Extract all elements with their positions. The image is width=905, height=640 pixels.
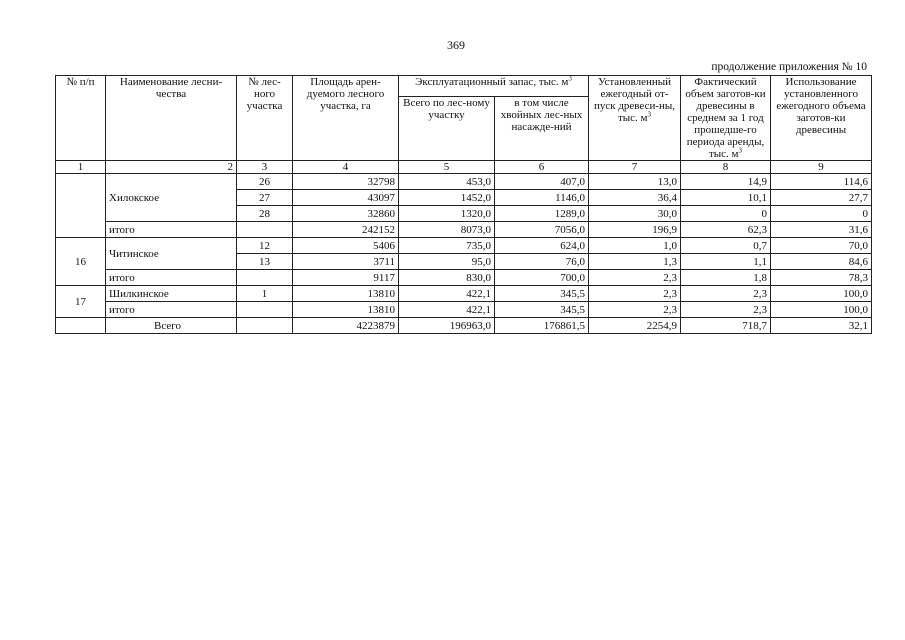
stock-conifer-cell: 407,0 [495, 174, 589, 190]
annual-cut-cell: 2,3 [589, 270, 681, 286]
group-number [56, 174, 106, 238]
stock-total-cell: 1452,0 [399, 190, 495, 206]
grand-total-label: Всего [106, 318, 237, 334]
col-header-forestry: Наименование лесни-чества [106, 76, 237, 161]
actual-volume-cell: 14,9 [681, 174, 771, 190]
usage-cell: 32,1 [771, 318, 872, 334]
forestry-name: Хилокское [106, 174, 237, 222]
plot-number [237, 222, 293, 238]
usage-cell: 78,3 [771, 270, 872, 286]
col-number: 8 [681, 161, 771, 174]
usage-cell: 100,0 [771, 302, 872, 318]
annual-cut-cell: 2,3 [589, 302, 681, 318]
stock-total-cell: 422,1 [399, 286, 495, 302]
group-number: 17 [56, 286, 106, 318]
annual-cut-cell: 2,3 [589, 286, 681, 302]
area-cell: 32798 [293, 174, 399, 190]
col-header-actual-volume: Фактический объем заготов-ки древесины в среднем за 1 год прошедше-го периода аренды, тыс. $м^3$ [681, 76, 771, 161]
col-header-plot-number: № лес-ного участка [237, 76, 293, 161]
stock-total-cell: 1320,0 [399, 206, 495, 222]
area-cell: 13810 [293, 286, 399, 302]
col-header-stock-group: Эксплуатационный запас, тыс. $м^3$ [399, 76, 589, 97]
stock-conifer-cell: 700,0 [495, 270, 589, 286]
area-cell: 3711 [293, 254, 399, 270]
plot-number: 28 [237, 206, 293, 222]
area-cell: 13810 [293, 302, 399, 318]
col-header-area: Площадь арен-дуемого лесного участка, га [293, 76, 399, 161]
actual-volume-cell: 2,3 [681, 286, 771, 302]
plot-number [237, 302, 293, 318]
actual-volume-cell: 62,3 [681, 222, 771, 238]
col-number: 7 [589, 161, 681, 174]
subtotal-row [56, 270, 872, 286]
subtotal-label: итого [106, 222, 237, 238]
stock-total-cell: 830,0 [399, 270, 495, 286]
page-number: 369 [447, 38, 465, 52]
forestry-name: Шилкинское [106, 286, 237, 302]
stock-conifer-cell: 176861,5 [495, 318, 589, 334]
col-header-usage: Использование установленного ежегодного объема заготов-ки древесины [771, 76, 872, 161]
table-row [56, 238, 872, 254]
area-cell: 4223879 [293, 318, 399, 334]
actual-volume-cell: 0,7 [681, 238, 771, 254]
annual-cut-cell: 30,0 [589, 206, 681, 222]
stock-total-cell: 735,0 [399, 238, 495, 254]
area-cell: 9117 [293, 270, 399, 286]
actual-volume-cell: 1,1 [681, 254, 771, 270]
subtotal-row [56, 302, 872, 318]
area-cell: 43097 [293, 190, 399, 206]
stock-total-cell: 453,0 [399, 174, 495, 190]
grand-total-num [56, 318, 106, 334]
stock-conifer-cell: 1289,0 [495, 206, 589, 222]
usage-cell: 31,6 [771, 222, 872, 238]
annual-cut-cell: 1,0 [589, 238, 681, 254]
col-header-annual-cut: Установленный ежегодный от-пуск древеси-ны, тыс. $м^3$ [589, 76, 681, 161]
annual-cut-cell: 196,9 [589, 222, 681, 238]
usage-cell: 100,0 [771, 286, 872, 302]
stock-conifer-cell: 345,5 [495, 286, 589, 302]
group-number: 16 [56, 238, 106, 286]
forestry-name: Читинское [106, 238, 237, 270]
col-header-stock-total: Всего по лес-ному участку [399, 97, 495, 161]
annual-cut-cell: 36,4 [589, 190, 681, 206]
actual-volume-cell: 718,7 [681, 318, 771, 334]
appendix-caption: продолжение приложения № 10 [711, 61, 867, 73]
subtotal-label: итого [106, 302, 237, 318]
plot-number: 27 [237, 190, 293, 206]
stock-conifer-cell: 76,0 [495, 254, 589, 270]
actual-volume-cell: 1,8 [681, 270, 771, 286]
col-number: 3 [237, 161, 293, 174]
stock-conifer-cell: 345,5 [495, 302, 589, 318]
grand-total-row [56, 318, 872, 334]
col-number: 2 [106, 161, 237, 174]
col-number: 5 [399, 161, 495, 174]
annual-cut-cell: 1,3 [589, 254, 681, 270]
stock-total-cell: 95,0 [399, 254, 495, 270]
actual-volume-cell: 0 [681, 206, 771, 222]
subtotal-label: итого [106, 270, 237, 286]
usage-cell: 70,0 [771, 238, 872, 254]
table-row [56, 286, 872, 302]
plot-number: 13 [237, 254, 293, 270]
actual-volume-cell: 2,3 [681, 302, 771, 318]
col-number: 4 [293, 161, 399, 174]
plot-number: 26 [237, 174, 293, 190]
usage-cell: 114,6 [771, 174, 872, 190]
usage-cell: 0 [771, 206, 872, 222]
area-cell: 242152 [293, 222, 399, 238]
stock-total-cell: 196963,0 [399, 318, 495, 334]
usage-cell: 84,6 [771, 254, 872, 270]
stock-conifer-cell: 624,0 [495, 238, 589, 254]
stock-conifer-cell: 7056,0 [495, 222, 589, 238]
col-header-num: № п/п [56, 76, 106, 161]
plot-number [237, 318, 293, 334]
stock-total-cell: 422,1 [399, 302, 495, 318]
plot-number: 1 [237, 286, 293, 302]
stock-conifer-cell: 1146,0 [495, 190, 589, 206]
col-number: 9 [771, 161, 872, 174]
forest-lease-table [55, 75, 872, 334]
annual-cut-cell: 2254,9 [589, 318, 681, 334]
area-cell: 32860 [293, 206, 399, 222]
stock-total-cell: 8073,0 [399, 222, 495, 238]
usage-cell: 27,7 [771, 190, 872, 206]
plot-number: 12 [237, 238, 293, 254]
area-cell: 5406 [293, 238, 399, 254]
column-number-row [56, 161, 872, 174]
subtotal-row [56, 222, 872, 238]
plot-number [237, 270, 293, 286]
col-header-stock-conifer: в том числе хвойных лес-ных насажде-ний [495, 97, 589, 161]
header-row-1 [56, 76, 872, 97]
actual-volume-cell: 10,1 [681, 190, 771, 206]
col-number: 1 [56, 161, 106, 174]
table-row [56, 174, 872, 190]
col-number: 6 [495, 161, 589, 174]
annual-cut-cell: 13,0 [589, 174, 681, 190]
